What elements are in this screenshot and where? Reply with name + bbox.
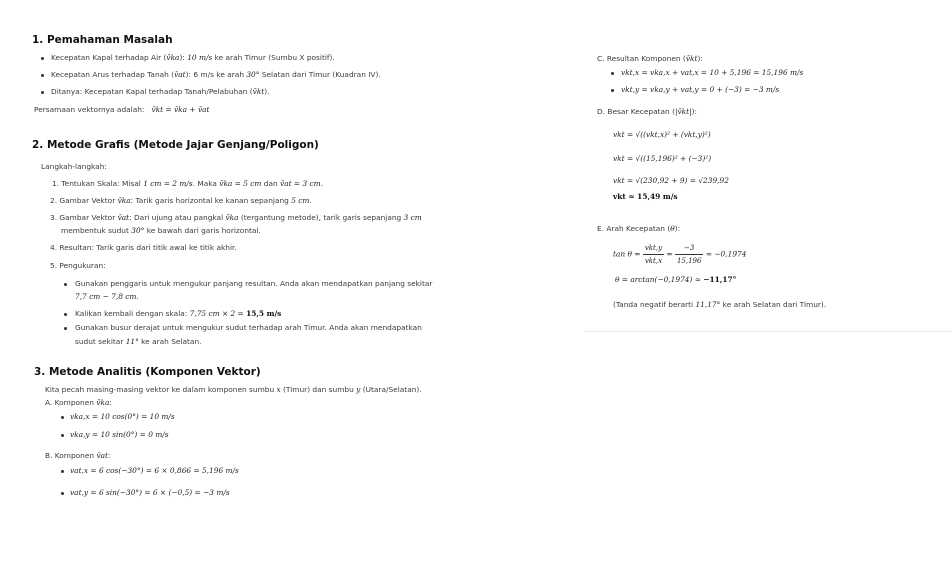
component-b-label: B. Komponen v̄at: <box>45 451 111 460</box>
steps-intro: Langkah-langkah: <box>41 162 107 171</box>
step-3: 3. Gambar Vektor v̄at: Dari ujung atau pangkal v̄ka (tergantung metode), tarik garis sepanjang 3 cm <box>50 213 422 222</box>
given-ship-velocity: Kecepatan Kapal terhadap Air (v̄ka): 10 m/s ke arah Timur (Sumbu X positif). <box>51 53 335 62</box>
component-b-x: vat,x = 6 cos(−30°) = 6 × 0,866 = 5,196 m/s <box>70 466 239 475</box>
bullet <box>41 57 44 60</box>
bullet <box>611 89 614 92</box>
magnitude-result: vkt ≈ 15,49 m/s <box>613 192 678 201</box>
direction-note: (Tanda negatif berarti 11,17° ke arah Selatan dari Timur). <box>613 300 827 309</box>
scale-conversion: Kalikan kembali dengan skala: 7,75 cm × 2 = 15,5 m/s <box>75 309 282 318</box>
section-3-title: 3. Metode Analitis (Komponen Vektor) <box>34 366 261 378</box>
fraction-values: $\frac{-3}{15,196}$ <box>676 244 702 265</box>
question: Ditanya: Kecepatan Kapal terhadap Tanah/Pelabuhan (v̄kt). <box>51 87 270 96</box>
resultant-y: vkt,y = vka,y + vat,y = 0 + (−3) = −3 m/s <box>621 85 780 94</box>
magnitude-label: D. Besar Kecepatan (|v̄kt|): <box>597 107 697 116</box>
step-3-continued: membentuk sudut 30° ke bawah dari garis horizontal. <box>61 226 261 235</box>
component-b-y: vat,y = 6 sin(−30°) = 6 × (−0,5) = −3 m/s <box>70 488 230 497</box>
direction-tan: tan θ = $\frac{\text{vkt,y}}{\text{vkt,x}}$ = $\frac{-3}{15,196}$ ≈ −0,1974 <box>613 244 747 265</box>
magnitude-sum: vkt = √(230,92 + 9) = √239,92 <box>613 176 729 185</box>
bullet <box>61 434 64 437</box>
bullet <box>64 327 67 330</box>
right-column <box>585 0 952 577</box>
step-5: 5. Pengukuran: <box>50 261 106 270</box>
component-a-label: A. Komponen v̄ka: <box>45 398 112 407</box>
component-a-y: vka,y = 10 sin(0°) = 0 m/s <box>70 430 169 439</box>
step-1: 1. Tentukan Skala: Misal 1 cm = 2 m/s. Maka v̄ka = 5 cm dan v̄at = 3 cm. <box>52 179 324 188</box>
magnitude-substitution: vkt = √((15,196)² + (−3)²) <box>613 154 712 163</box>
magnitude-formula: vkt = √((vkt,x)² + (vkt,y)²) <box>613 130 711 139</box>
section-1-title: 1. Pemahaman Masalah <box>32 34 173 46</box>
bullet <box>611 72 614 75</box>
resultant-x: vkt,x = vka,x + vat,x = 10 + 5,196 = 15,196 m/s <box>621 68 804 77</box>
direction-label: E. Arah Kecepatan (θ): <box>597 224 681 233</box>
component-a-x: vka,x = 10 cos(0°) = 10 m/s <box>70 412 175 421</box>
bullet <box>41 74 44 77</box>
vector-equation: Persamaan vektornya adalah: v̄kt = v̄ka + v̄at <box>34 105 210 114</box>
measure-angle-line-1: Gunakan busur derajat untuk mengukur sudut terhadap arah Timur. Anda akan mendapatkan <box>75 323 422 332</box>
bullet <box>61 416 64 419</box>
bullet <box>61 470 64 473</box>
bullet <box>41 91 44 94</box>
measure-length-line-2: 7,7 cm − 7,8 cm. <box>75 292 139 301</box>
fraction-vy-over-vx: $\frac{\text{vkt,y}}{\text{vkt,x}}$ <box>644 244 663 265</box>
direction-arctan: θ = arctan(−0,1974) ≈ −11,17° <box>615 275 737 284</box>
divider <box>585 331 952 332</box>
measure-angle-line-2: sudut sekitar 11° ke arah Selatan. <box>75 337 202 346</box>
given-current-velocity: Kecepatan Arus terhadap Tanah (v̄at): 6 m/s ke arah 30° Selatan dari Timur (Kuadran IV). <box>51 70 381 79</box>
measure-length-line-1: Gunakan penggaris untuk mengukur panjang resultan. Anda akan mendapatkan panjang sekitar <box>75 279 433 288</box>
bullet <box>64 313 67 316</box>
step-4: 4. Resultan: Tarik garis dari titik awal ke titik akhir. <box>50 243 237 252</box>
section-2-title: 2. Metode Grafis (Metode Jajar Genjang/Poligon) <box>32 139 319 151</box>
resultant-components-label: C. Resultan Komponen (v̄kt): <box>597 54 703 63</box>
bullet <box>64 283 67 286</box>
bullet <box>61 492 64 495</box>
components-intro: Kita pecah masing-masing vektor ke dalam komponen sumbu x (Timur) dan sumbu y (Utara/Selatan). <box>45 385 422 394</box>
step-2: 2. Gambar Vektor v̄ka: Tarik garis horizontal ke kanan sepanjang 5 cm. <box>50 196 312 205</box>
